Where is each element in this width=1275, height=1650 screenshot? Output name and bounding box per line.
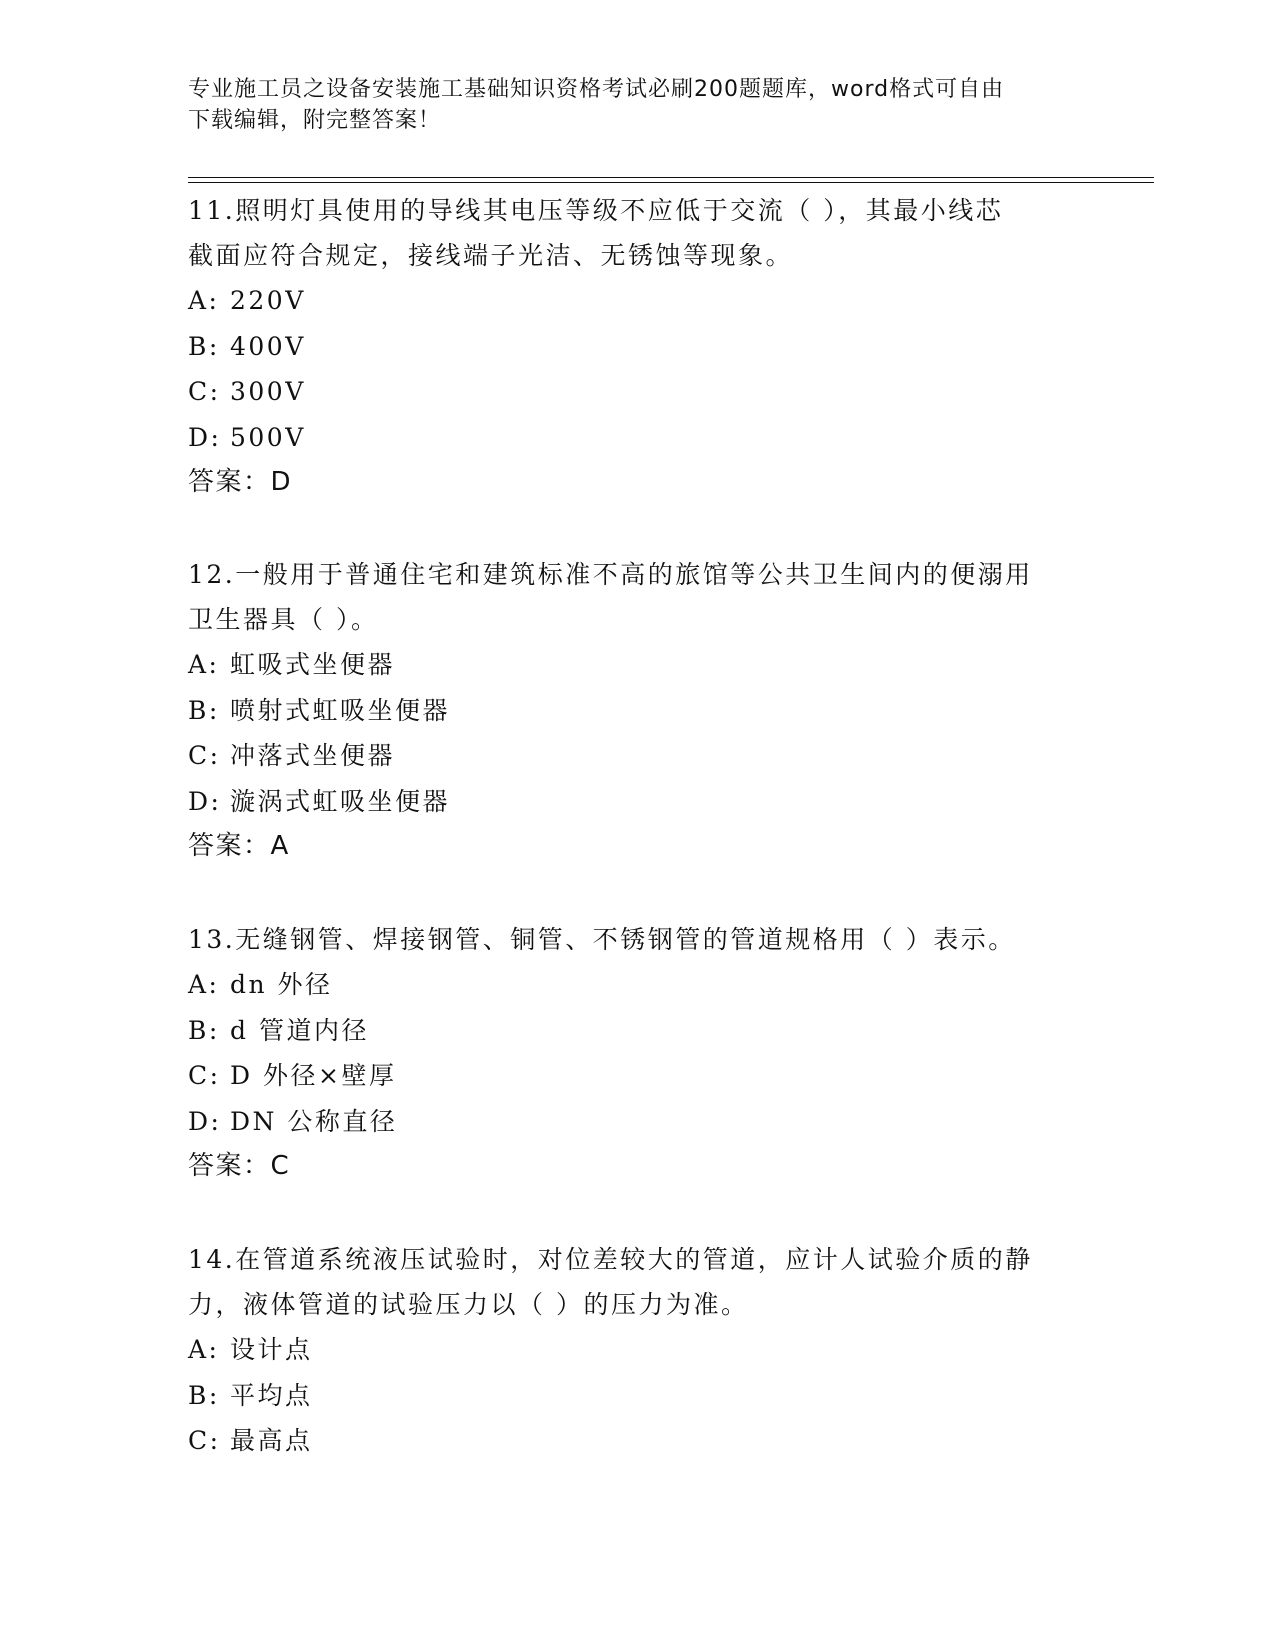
option-letter: D: bbox=[188, 1106, 222, 1136]
option-c bbox=[188, 1053, 1088, 1099]
option-b bbox=[188, 1373, 1088, 1419]
option-a bbox=[188, 962, 1088, 1008]
header-divider-top bbox=[188, 177, 1154, 178]
option-letter: B: bbox=[188, 695, 220, 725]
option-a bbox=[188, 278, 1088, 324]
question-text-line: 12.一般用于普通住宅和建筑标准不高的旅馆等公共卫生间内的便溺用 bbox=[188, 560, 1033, 589]
answer-label: 答案：D bbox=[188, 467, 293, 497]
option-a bbox=[188, 642, 1088, 688]
option-letter: C: bbox=[188, 741, 221, 770]
question-text-line: 13.无缝钢管、焊接钢管、铜管、不锈钢管的管道规格用（ ）表示。 bbox=[188, 925, 1016, 954]
option-text: 300V bbox=[230, 377, 306, 406]
document-header bbox=[188, 74, 1088, 136]
option-d bbox=[188, 415, 1088, 461]
header-line-1: 专业施工员之设备安装施工基础知识资格考试必刷200题题库，word格式可自由 bbox=[188, 77, 1005, 102]
option-a bbox=[188, 1327, 1088, 1373]
question-12 bbox=[188, 552, 1088, 869]
question-text-line: 截面应符合规定，接线端子光洁、无锈蚀等现象。 bbox=[188, 241, 794, 270]
option-letter: A: bbox=[188, 970, 220, 999]
option-text: 最高点 bbox=[230, 1426, 313, 1455]
question-13 bbox=[188, 917, 1088, 1189]
option-b bbox=[188, 688, 1088, 734]
option-b bbox=[188, 1008, 1088, 1054]
option-text: d 管道内径 bbox=[230, 1015, 369, 1045]
option-text: 400V bbox=[230, 331, 306, 361]
option-text: 设计点 bbox=[230, 1335, 313, 1364]
option-letter: B: bbox=[188, 331, 220, 361]
question-11 bbox=[188, 188, 1088, 505]
question-text-line: 卫生器具（ ）。 bbox=[188, 605, 379, 634]
header-divider-bottom bbox=[188, 182, 1154, 183]
option-letter: B: bbox=[188, 1015, 220, 1045]
option-text: 500V bbox=[230, 422, 306, 452]
option-c bbox=[188, 369, 1088, 415]
option-b bbox=[188, 324, 1088, 370]
header-line-2: 下载编辑，附完整答案！ bbox=[188, 108, 442, 133]
answer-label: 答案：C bbox=[188, 1151, 291, 1181]
option-text: DN 公称直径 bbox=[230, 1106, 398, 1136]
option-text: dn 外径 bbox=[230, 970, 333, 999]
option-letter: C: bbox=[188, 1061, 221, 1090]
option-letter: A: bbox=[188, 286, 220, 315]
option-text: 冲落式坐便器 bbox=[230, 741, 396, 770]
option-text: 平均点 bbox=[230, 1380, 313, 1410]
option-d bbox=[188, 779, 1088, 825]
option-text: 虹吸式坐便器 bbox=[230, 650, 396, 679]
option-text: D 外径×壁厚 bbox=[230, 1061, 397, 1090]
option-c bbox=[188, 1418, 1088, 1464]
answer-label: 答案：A bbox=[188, 831, 290, 861]
option-text: 漩涡式虹吸坐便器 bbox=[230, 786, 451, 816]
option-text: 喷射式虹吸坐便器 bbox=[230, 695, 451, 725]
option-letter: D: bbox=[188, 786, 222, 816]
option-letter: A: bbox=[188, 1335, 220, 1364]
option-letter: B: bbox=[188, 1380, 220, 1410]
question-14 bbox=[188, 1237, 1088, 1464]
question-text-line: 11.照明灯具使用的导线其电压等级不应低于交流（ ），其最小线芯 bbox=[188, 196, 1004, 225]
option-letter: C: bbox=[188, 1426, 221, 1455]
option-letter: D: bbox=[188, 422, 222, 452]
option-d bbox=[188, 1099, 1088, 1145]
option-letter: C: bbox=[188, 377, 221, 406]
option-letter: A: bbox=[188, 650, 220, 679]
question-text-line: 14.在管道系统液压试验时，对位差较大的管道，应计人试验介质的静 bbox=[188, 1245, 1033, 1274]
option-c bbox=[188, 733, 1088, 779]
option-text: 220V bbox=[230, 286, 306, 315]
question-text-line: 力，液体管道的试验压力以（ ）的压力为准。 bbox=[188, 1290, 749, 1319]
